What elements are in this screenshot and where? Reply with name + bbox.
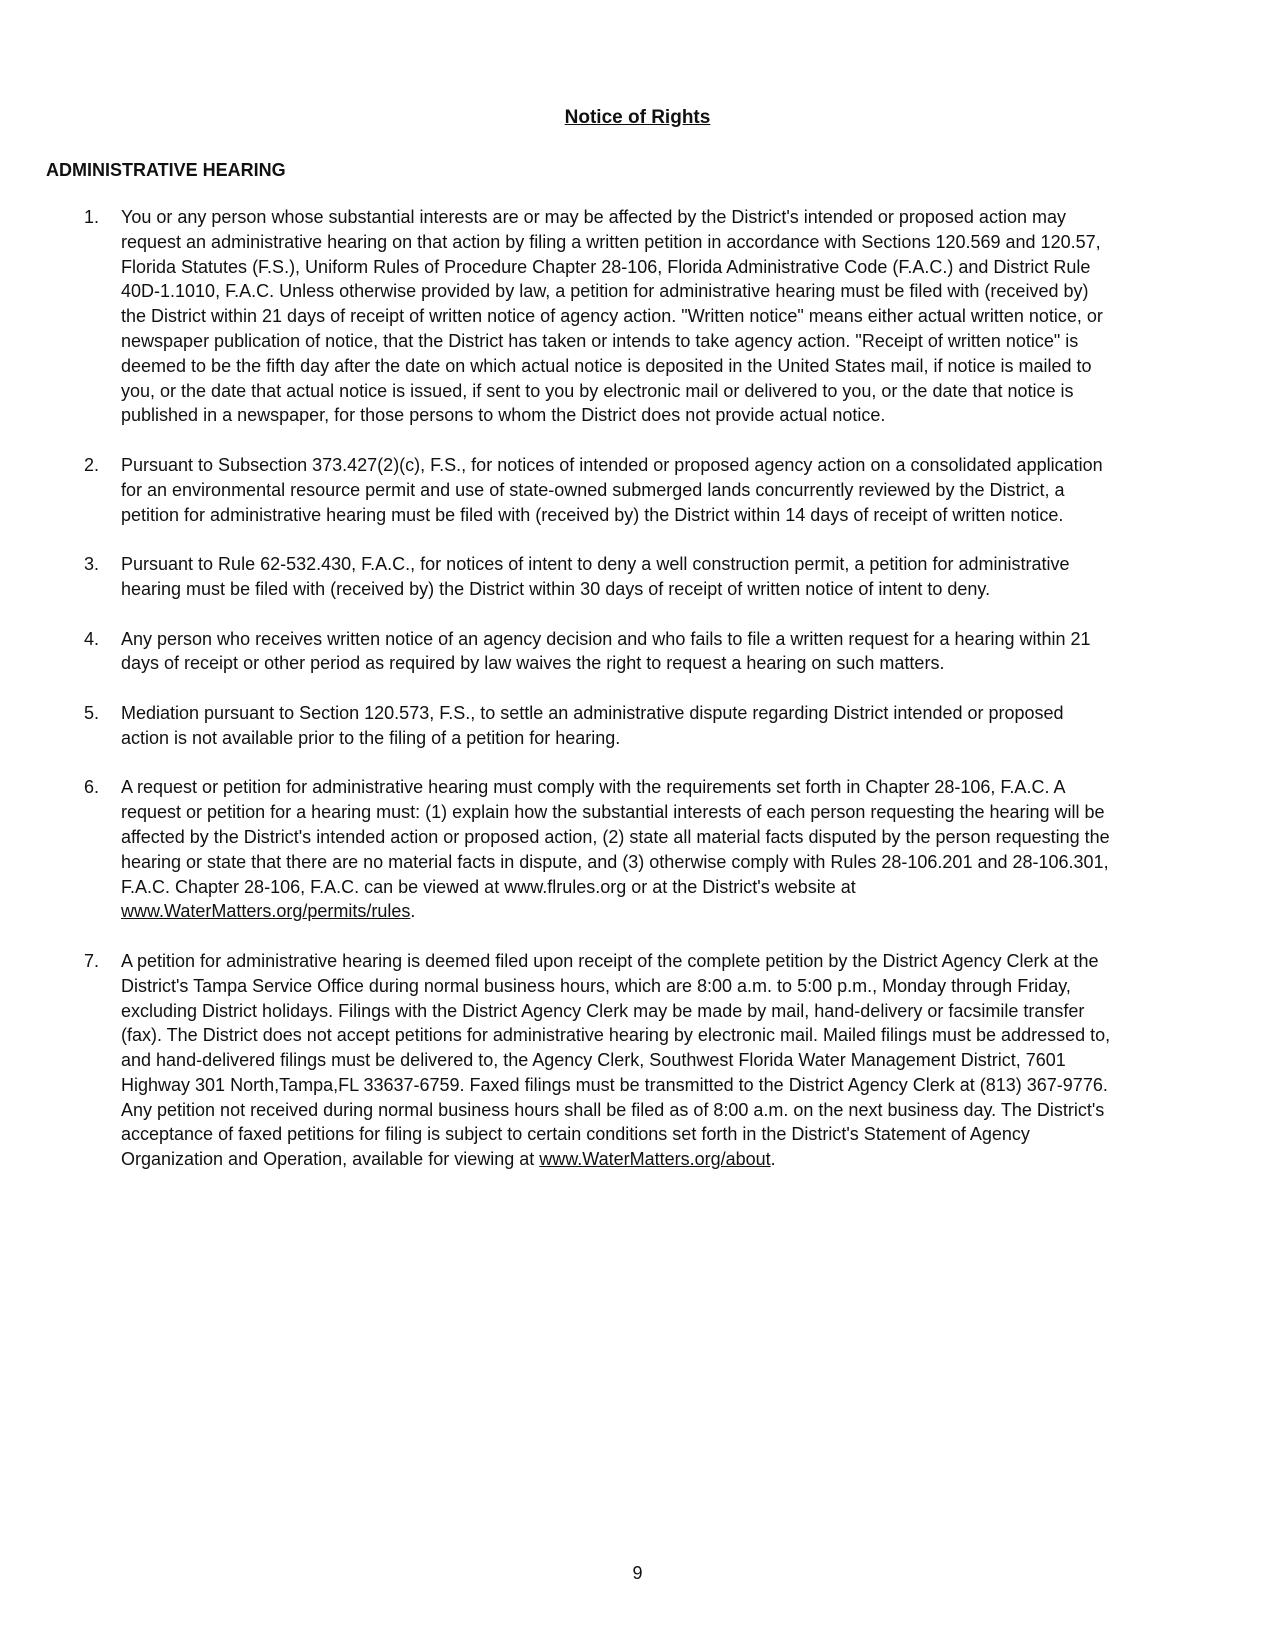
- item-text: [121, 552, 1114, 602]
- item-text: [121, 205, 1114, 428]
- item-text-body: Pursuant to Subsection 373.427(2)(c), F.S., for notices of intended or proposed agency action on a consolidated application for an environmental resource permit and use of state-owned submerged lands concurrently reviewed by the District, a petition for administrative hearing must be filed with (received by) the District within 14 days of receipt of written notice.: [121, 454, 1103, 525]
- list-item: [84, 949, 1114, 1172]
- item-text-body: Pursuant to Rule 62-532.430, F.A.C., for notices of intent to deny a well construction permit, a petition for administrative hearing must be filed with (received by) the District within 30 days of receipt of written notice of intent to deny.: [121, 554, 1070, 599]
- item-number: 7.: [84, 950, 100, 971]
- list-item: [84, 205, 1114, 428]
- rules-link[interactable]: www.WaterMatters.org/permits/rules: [121, 901, 411, 922]
- list-item: [84, 627, 1114, 677]
- item-number: 4.: [84, 628, 100, 649]
- list-item: [84, 775, 1114, 924]
- list-item: [84, 552, 1114, 602]
- item-text: [121, 775, 1114, 924]
- item-text-body: A request or petition for administrative hearing must comply with the requirements set forth in Chapter 28-106, F.A.C. A request or petition for a hearing must: (1) explain how the substantial interests of each person requesting the hearing will be affected by the District's intended action or proposed action, (2) state all material facts disputed by the person requesting the hearing or state that there are no material facts in dispute, and (3) otherwise comply with Rules 28-106.201 and 28-106.301, F.A.C. Chapter 28-106, F.A.C. can be viewed at www.flrules.org or at the District's website at: [121, 777, 1110, 897]
- item-text-body: A petition for administrative hearing is deemed filed upon receipt of the complete petition by the District Agency Clerk at the District's Tampa Service Office during normal business hours, which are 8:00 a.m. to 5:00 p.m., Monday through Friday, excluding District holidays. Filings with the District Agency Clerk may be made by mail, hand-delivery or facsimile transfer (fax). The District does not accept petitions for administrative hearing by electronic mail. Mailed filings must be addressed to, and hand-delivered filings must be delivered to, the Agency Clerk, Southwest Florida Water Management District, 7601 Highway 301 North,Tampa,FL 33637-6759. Faxed filings must be transmitted to the District Agency Clerk at (813) 367-9776. Any petition not received during normal business hours shall be filed as of 8:00 a.m. on the next business day. The District's acceptance of faxed petitions for filing is subject to certain conditions set forth in the District's Statement of Agency Organization and Operation, available for viewing at: [121, 950, 1111, 1170]
- list-item: [84, 701, 1114, 751]
- section-heading: ADMINISTRATIVE HEARING: [46, 160, 286, 180]
- about-link[interactable]: www.WaterMatters.org/about: [539, 1149, 771, 1170]
- item-text-end: .: [770, 1149, 776, 1170]
- page-title: Notice of Rights: [564, 107, 711, 128]
- list-item: [84, 453, 1114, 527]
- item-text-body: Any person who receives written notice of an agency decision and who fails to file a written request for a hearing within 21 days of receipt or other period as required by law waives the right to request a hearing on such matters.: [121, 628, 1091, 674]
- page-number: 9: [632, 1563, 643, 1583]
- item-number: 6.: [84, 777, 100, 798]
- item-text: [121, 701, 1114, 751]
- item-number: 5.: [84, 702, 100, 723]
- item-number: 1.: [84, 207, 100, 227]
- item-number: 3.: [84, 554, 100, 575]
- notice-list: [84, 205, 1114, 1197]
- item-text: [121, 453, 1114, 527]
- item-text-end: .: [410, 901, 416, 922]
- item-number: 2.: [84, 454, 100, 475]
- item-text: [121, 949, 1114, 1172]
- item-text-body: You or any person whose substantial interests are or may be affected by the District's intended or proposed action may request an administrative hearing on that action by filing a written petition in accordance with Sections 120.569 and 120.57, Florida Statutes (F.S.), Uniform Rules of Procedure Chapter 28-106, Florida Administrative Code (F.A.C.) and District Rule 40D-1.1010, F.A.C. Unless otherwise provided by law, a petition for administrative hearing must be filed with (received by) the District within 21 days of receipt of written notice of agency action. "Written notice" means either actual written notice, or newspaper publication of notice, that the District has taken or intends to take agency action. "Receipt of written notice" is deemed to be the fifth day after the date on which actual notice is deposited in the United States mail, if notice is mailed to you, or the date that actual notice is issued, if sent to you by electronic mail or delivered to you, or the date that notice is published in a newspaper, for those persons to whom the District does not provide actual notice.: [121, 207, 1103, 426]
- item-text-body: Mediation pursuant to Section 120.573, F.S., to settle an administrative dispute regarding District intended or proposed action is not available prior to the filing of a petition for hearing.: [121, 702, 1064, 748]
- item-text: [121, 627, 1114, 677]
